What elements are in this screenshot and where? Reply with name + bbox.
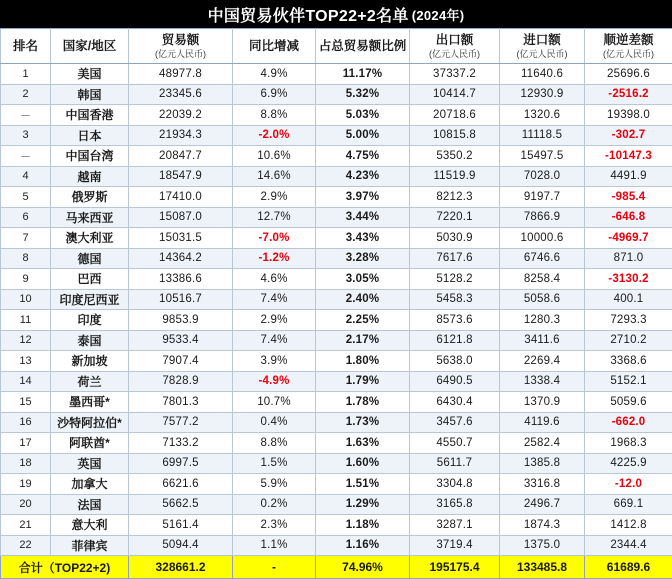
table-footer (1, 556, 672, 579)
cell-rank: 5 (1, 187, 51, 208)
total-share: 74.96% (316, 556, 410, 579)
cell-rank: 16 (1, 412, 51, 433)
cell-trade: 5094.4 (129, 535, 233, 556)
cell-share: 1.29% (316, 494, 410, 515)
cell-import: 3411.6 (500, 330, 585, 351)
cell-balance: -4969.7 (585, 228, 672, 249)
cell-trade: 7133.2 (129, 433, 233, 454)
cell-change: 1.1% (233, 535, 316, 556)
cell-change: 6.9% (233, 84, 316, 105)
cell-import: 2269.4 (500, 351, 585, 372)
cell-rank: 20 (1, 494, 51, 515)
table-row (1, 371, 672, 392)
cell-trade: 15087.0 (129, 207, 233, 228)
cell-country: 巴西 (51, 269, 129, 290)
cell-balance: 4491.9 (585, 166, 672, 187)
cell-export: 5350.2 (410, 146, 500, 167)
table-row (1, 433, 672, 454)
cell-trade: 48977.8 (129, 64, 233, 85)
cell-rank: － (1, 146, 51, 167)
cell-share: 3.44% (316, 207, 410, 228)
cell-balance: 2710.2 (585, 330, 672, 351)
cell-rank: 4 (1, 166, 51, 187)
cell-change: 1.5% (233, 453, 316, 474)
cell-trade: 10516.7 (129, 289, 233, 310)
column-header-rank-label: 排名 (13, 39, 38, 53)
cell-trade: 15031.5 (129, 228, 233, 249)
cell-export: 3304.8 (410, 474, 500, 495)
cell-import: 6746.6 (500, 248, 585, 269)
cell-export: 6490.5 (410, 371, 500, 392)
cell-rank: 21 (1, 515, 51, 536)
cell-rank: 10 (1, 289, 51, 310)
cell-balance: -662.0 (585, 412, 672, 433)
cell-import: 8258.4 (500, 269, 585, 290)
cell-balance: 5152.1 (585, 371, 672, 392)
cell-export: 3287.1 (410, 515, 500, 536)
cell-share: 1.73% (316, 412, 410, 433)
table-row (1, 228, 672, 249)
page-title (0, 0, 672, 28)
cell-country: 马来西亚 (51, 207, 129, 228)
cell-change: 12.7% (233, 207, 316, 228)
cell-export: 4550.7 (410, 433, 500, 454)
cell-import: 7866.9 (500, 207, 585, 228)
cell-country: 阿联酋* (51, 433, 129, 454)
cell-export: 20718.6 (410, 105, 500, 126)
cell-trade: 17410.0 (129, 187, 233, 208)
cell-change: 0.2% (233, 494, 316, 515)
cell-share: 1.60% (316, 453, 410, 474)
table-row (1, 269, 672, 290)
cell-trade: 7577.2 (129, 412, 233, 433)
table-row (1, 310, 672, 331)
cell-share: 2.40% (316, 289, 410, 310)
cell-export: 8212.3 (410, 187, 500, 208)
total-label: 合计（TOP22+2) (1, 556, 129, 579)
cell-country: 澳大利亚 (51, 228, 129, 249)
cell-import: 1320.6 (500, 105, 585, 126)
cell-country: 加拿大 (51, 474, 129, 495)
table-row (1, 125, 672, 146)
cell-import: 2582.4 (500, 433, 585, 454)
cell-share: 5.03% (316, 105, 410, 126)
cell-import: 1874.3 (500, 515, 585, 536)
cell-balance: -3130.2 (585, 269, 672, 290)
cell-balance: 7293.3 (585, 310, 672, 331)
cell-rank: 7 (1, 228, 51, 249)
cell-share: 1.80% (316, 351, 410, 372)
trade-partners-table (0, 28, 672, 579)
cell-export: 6121.8 (410, 330, 500, 351)
cell-change: 8.8% (233, 433, 316, 454)
cell-rank: 1 (1, 64, 51, 85)
cell-balance: -10147.3 (585, 146, 672, 167)
total-import: 133485.8 (500, 556, 585, 579)
cell-balance: 25696.6 (585, 64, 672, 85)
cell-export: 3165.8 (410, 494, 500, 515)
column-header-import (500, 29, 585, 64)
table-row (1, 453, 672, 474)
cell-import: 1370.9 (500, 392, 585, 413)
cell-import: 1385.8 (500, 453, 585, 474)
cell-country: 沙特阿拉伯* (51, 412, 129, 433)
column-header-trade-label: 贸易额 (162, 33, 200, 47)
cell-export: 7220.1 (410, 207, 500, 228)
cell-rank: 13 (1, 351, 51, 372)
column-header-trade (129, 29, 233, 64)
cell-export: 5638.0 (410, 351, 500, 372)
cell-rank: － (1, 105, 51, 126)
cell-country: 意大利 (51, 515, 129, 536)
cell-change: 2.9% (233, 187, 316, 208)
cell-country: 菲律宾 (51, 535, 129, 556)
cell-rank: 19 (1, 474, 51, 495)
cell-import: 11640.6 (500, 64, 585, 85)
cell-change: 5.9% (233, 474, 316, 495)
cell-country: 中国香港 (51, 105, 129, 126)
table-row (1, 515, 672, 536)
column-header-balance-label: 顺逆差额 (603, 33, 653, 47)
cell-rank: 9 (1, 269, 51, 290)
table-row (1, 412, 672, 433)
cell-import: 12930.9 (500, 84, 585, 105)
cell-import: 4119.6 (500, 412, 585, 433)
cell-trade: 5161.4 (129, 515, 233, 536)
cell-trade: 22039.2 (129, 105, 233, 126)
cell-change: 8.8% (233, 105, 316, 126)
cell-change: 7.4% (233, 330, 316, 351)
total-balance: 61689.6 (585, 556, 672, 579)
column-header-export-unit: (亿元人民币) (410, 49, 499, 59)
table-row (1, 330, 672, 351)
cell-rank: 15 (1, 392, 51, 413)
cell-trade: 9533.4 (129, 330, 233, 351)
cell-country: 俄罗斯 (51, 187, 129, 208)
cell-country: 印度 (51, 310, 129, 331)
cell-export: 3719.4 (410, 535, 500, 556)
cell-rank: 18 (1, 453, 51, 474)
cell-balance: 3368.6 (585, 351, 672, 372)
table-row (1, 207, 672, 228)
column-header-change-label: 同比增减 (249, 39, 299, 53)
table-row (1, 289, 672, 310)
column-header-balance (585, 29, 672, 64)
cell-change: 10.7% (233, 392, 316, 413)
cell-share: 3.28% (316, 248, 410, 269)
cell-share: 3.05% (316, 269, 410, 290)
cell-share: 1.79% (316, 371, 410, 392)
cell-share: 3.43% (316, 228, 410, 249)
cell-country: 印度尼西亚 (51, 289, 129, 310)
cell-change: -7.0% (233, 228, 316, 249)
cell-rank: 6 (1, 207, 51, 228)
cell-import: 5058.6 (500, 289, 585, 310)
cell-export: 5458.3 (410, 289, 500, 310)
cell-export: 5611.7 (410, 453, 500, 474)
cell-trade: 6621.6 (129, 474, 233, 495)
cell-rank: 3 (1, 125, 51, 146)
cell-balance: 669.1 (585, 494, 672, 515)
cell-trade: 7907.4 (129, 351, 233, 372)
cell-trade: 7801.3 (129, 392, 233, 413)
total-export: 195175.4 (410, 556, 500, 579)
cell-balance: -302.7 (585, 125, 672, 146)
cell-trade: 23345.6 (129, 84, 233, 105)
cell-country: 美国 (51, 64, 129, 85)
cell-trade: 21934.3 (129, 125, 233, 146)
cell-rank: 8 (1, 248, 51, 269)
column-header-change (233, 29, 316, 64)
cell-change: 4.6% (233, 269, 316, 290)
table-row (1, 105, 672, 126)
cell-country: 新加坡 (51, 351, 129, 372)
table-row (1, 187, 672, 208)
cell-import: 1375.0 (500, 535, 585, 556)
table-row (1, 535, 672, 556)
cell-trade: 13386.6 (129, 269, 233, 290)
page-title-year: (2024年) (412, 5, 465, 24)
cell-export: 7617.6 (410, 248, 500, 269)
cell-change: -2.0% (233, 125, 316, 146)
table-row (1, 166, 672, 187)
cell-export: 10815.8 (410, 125, 500, 146)
total-trade: 328661.2 (129, 556, 233, 579)
cell-balance: -985.4 (585, 187, 672, 208)
cell-trade: 14364.2 (129, 248, 233, 269)
table-row (1, 392, 672, 413)
table-header-row (1, 29, 672, 64)
table-row (1, 64, 672, 85)
cell-import: 3316.8 (500, 474, 585, 495)
cell-export: 5030.9 (410, 228, 500, 249)
column-header-trade-unit: (亿元人民币) (129, 49, 232, 59)
table-row (1, 84, 672, 105)
cell-change: 10.6% (233, 146, 316, 167)
cell-balance: -12.0 (585, 474, 672, 495)
cell-share: 4.23% (316, 166, 410, 187)
cell-country: 越南 (51, 166, 129, 187)
cell-country: 英国 (51, 453, 129, 474)
cell-export: 10414.7 (410, 84, 500, 105)
cell-balance: 871.0 (585, 248, 672, 269)
column-header-share (316, 29, 410, 64)
cell-import: 9197.7 (500, 187, 585, 208)
column-header-share-label: 占总贸易额比例 (319, 39, 407, 53)
column-header-import-label: 进口额 (523, 33, 561, 47)
cell-share: 11.17% (316, 64, 410, 85)
column-header-rank (1, 29, 51, 64)
cell-country: 德国 (51, 248, 129, 269)
cell-country: 法国 (51, 494, 129, 515)
cell-import: 2496.7 (500, 494, 585, 515)
cell-trade: 5662.5 (129, 494, 233, 515)
cell-import: 1338.4 (500, 371, 585, 392)
cell-change: 0.4% (233, 412, 316, 433)
cell-import: 1280.3 (500, 310, 585, 331)
cell-rank: 12 (1, 330, 51, 351)
cell-country: 荷兰 (51, 371, 129, 392)
table-header (1, 29, 672, 64)
column-header-country-label: 国家/地区 (63, 39, 116, 53)
cell-trade: 20847.7 (129, 146, 233, 167)
cell-country: 韩国 (51, 84, 129, 105)
cell-change: 3.9% (233, 351, 316, 372)
page-title-text: 中国贸易伙伴TOP22+2名单 (208, 3, 409, 26)
cell-country: 日本 (51, 125, 129, 146)
total-row (1, 556, 672, 579)
cell-change: 4.9% (233, 64, 316, 85)
cell-balance: 5059.6 (585, 392, 672, 413)
cell-export: 8573.6 (410, 310, 500, 331)
cell-balance: -646.8 (585, 207, 672, 228)
cell-export: 37337.2 (410, 64, 500, 85)
cell-balance: -2516.2 (585, 84, 672, 105)
cell-rank: 14 (1, 371, 51, 392)
cell-share: 1.18% (316, 515, 410, 536)
cell-share: 5.32% (316, 84, 410, 105)
cell-country: 泰国 (51, 330, 129, 351)
cell-export: 3457.6 (410, 412, 500, 433)
column-header-balance-unit: (亿元人民币) (585, 49, 672, 59)
cell-share: 1.78% (316, 392, 410, 413)
cell-balance: 19398.0 (585, 105, 672, 126)
cell-balance: 2344.4 (585, 535, 672, 556)
table-row (1, 474, 672, 495)
cell-country: 中国台湾 (51, 146, 129, 167)
cell-trade: 7828.9 (129, 371, 233, 392)
column-header-import-unit: (亿元人民币) (500, 49, 584, 59)
cell-balance: 1412.8 (585, 515, 672, 536)
cell-balance: 4225.9 (585, 453, 672, 474)
cell-country: 墨西哥* (51, 392, 129, 413)
cell-share: 1.63% (316, 433, 410, 454)
cell-rank: 2 (1, 84, 51, 105)
column-header-export (410, 29, 500, 64)
cell-rank: 22 (1, 535, 51, 556)
cell-change: -4.9% (233, 371, 316, 392)
table-row (1, 146, 672, 167)
cell-rank: 11 (1, 310, 51, 331)
cell-change: 2.9% (233, 310, 316, 331)
column-header-country (51, 29, 129, 64)
cell-share: 2.17% (316, 330, 410, 351)
cell-trade: 9853.9 (129, 310, 233, 331)
column-header-export-label: 出口额 (436, 33, 474, 47)
cell-share: 2.25% (316, 310, 410, 331)
cell-share: 4.75% (316, 146, 410, 167)
cell-export: 6430.4 (410, 392, 500, 413)
cell-export: 11519.9 (410, 166, 500, 187)
cell-share: 3.97% (316, 187, 410, 208)
cell-change: 2.3% (233, 515, 316, 536)
table-row (1, 494, 672, 515)
cell-share: 1.16% (316, 535, 410, 556)
cell-trade: 6997.5 (129, 453, 233, 474)
cell-change: -1.2% (233, 248, 316, 269)
cell-change: 14.6% (233, 166, 316, 187)
cell-balance: 400.1 (585, 289, 672, 310)
cell-export: 5128.2 (410, 269, 500, 290)
total-change: - (233, 556, 316, 579)
table-row (1, 351, 672, 372)
table-row (1, 248, 672, 269)
cell-balance: 1968.3 (585, 433, 672, 454)
cell-share: 5.00% (316, 125, 410, 146)
cell-share: 1.51% (316, 474, 410, 495)
cell-rank: 17 (1, 433, 51, 454)
cell-import: 15497.5 (500, 146, 585, 167)
cell-trade: 18547.9 (129, 166, 233, 187)
cell-import: 7028.0 (500, 166, 585, 187)
table-body (1, 64, 672, 556)
cell-change: 7.4% (233, 289, 316, 310)
cell-import: 10000.6 (500, 228, 585, 249)
cell-import: 11118.5 (500, 125, 585, 146)
